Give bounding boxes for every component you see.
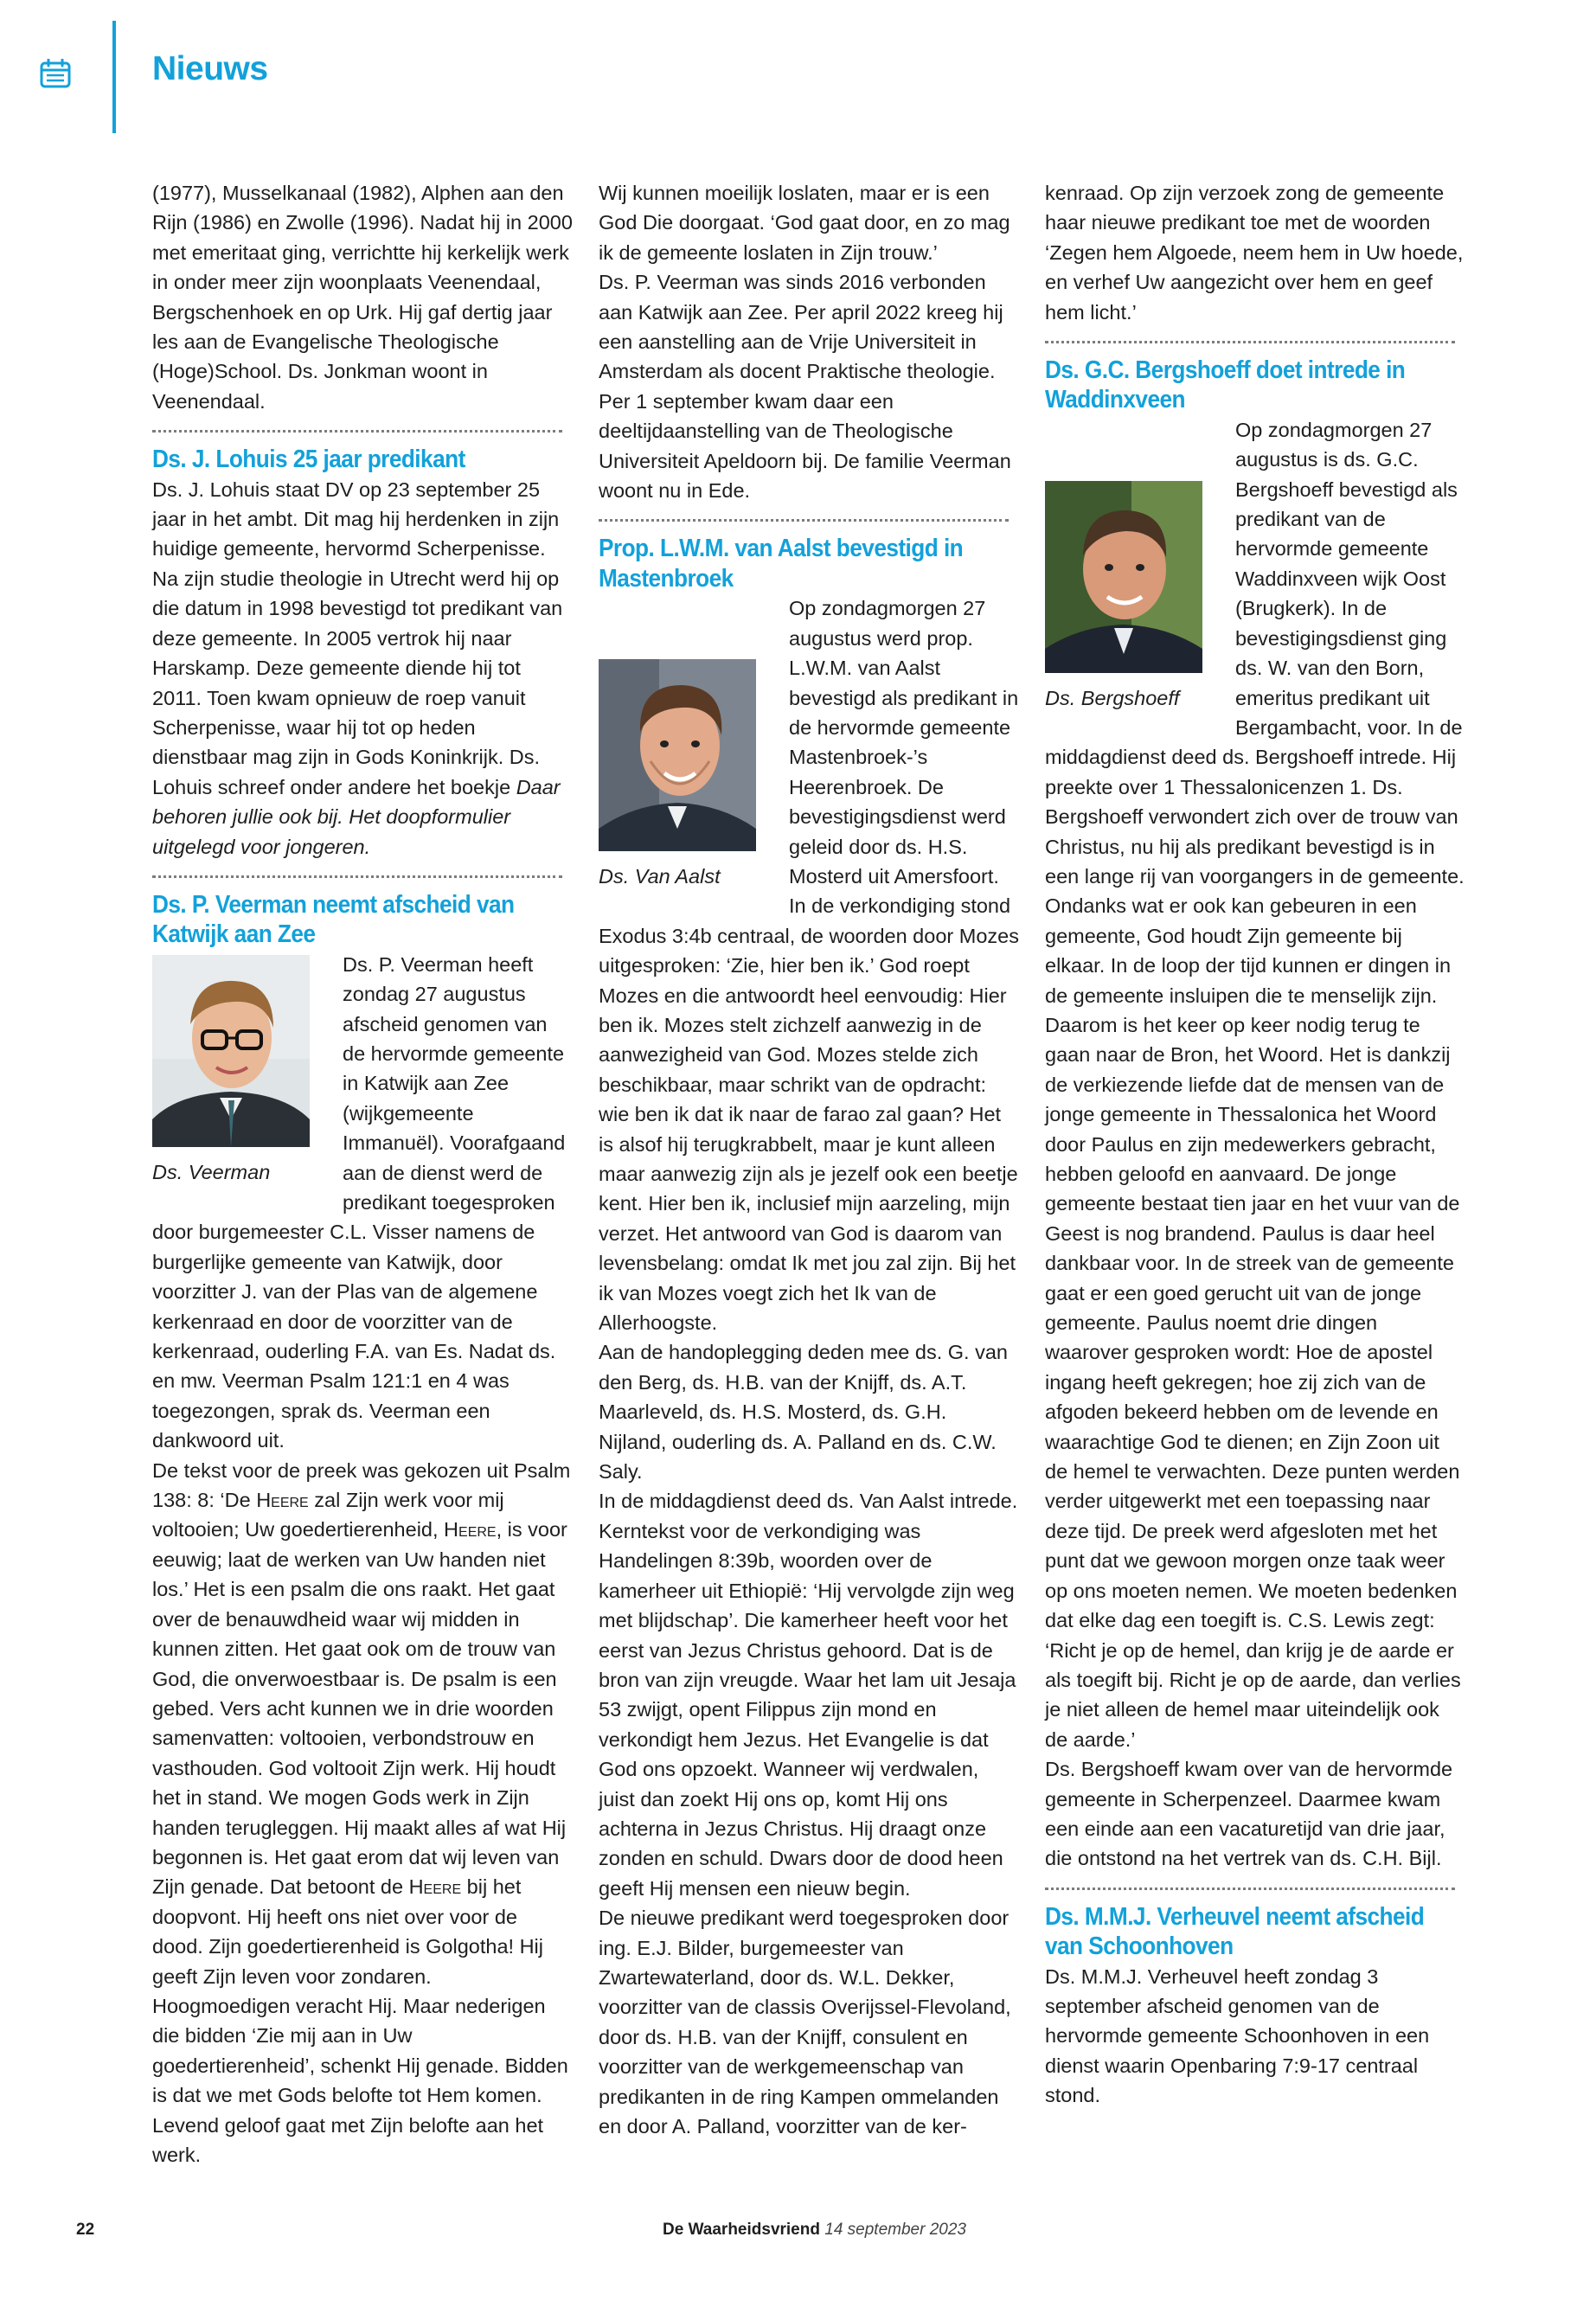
van-aalst-heading: Prop. L.W.M. van Aalst bevestigd in Mastenbroek [599,535,964,593]
article-paragraph: Ds. M.M.J. Verheuvel heeft zondag 3 september afscheid genomen van de hervormde gemeente Schoonhoven in een dienst waarin Openbaring 7:9-17 centraal stond. [1045,1965,1430,2107]
article-paragraph: De tekst voor de preek was gekozen uit Psalm 138: 8: ‘De Heere zal Zijn werk voor mij voltooien; Uw goedertierenheid, Heere, is voor eeuwig; laat de werken van Uw handen niet los.’ Het is een psalm die ons raakt. Het gaat over de benauwdheid waar wij midden in kunnen zitten. Het gaat ook om de trouw van God, die onverwoestbaar is. De psalm is een gebed. Vers acht kunnen we in drie woorden samenvatten: voltooien, verbondstrouw en vasthouden. God voltooit Zijn werk. Hij houdt het in stand. We mogen Gods werk in Zijn handen terugleggen. Hij maakt alles af wat Hij begonnen is. Het gaat erom dat wij leven van Zijn genade. Dat betoont de Heere bij het doopvont. Hij heeft ons niet over voor de dood. Zijn goedertierenheid is Golgotha! Hij geeft Zijn leven voor zondaren. Hoogmoedigen veracht Hij. Maar nederigen die bidden ‘Zie mij aan in Uw goedertierenheid’, schenkt Hij genade. Bidden is dat we met Gods belofte tot Hem komen. Levend geloof gaat met Zijn belofte aan het werk. [152,1458,571,2166]
veerman-photo-figure [152,955,329,1187]
bergshoeff-photo-figure [1045,481,1221,713]
article-separator [599,519,1009,522]
magazine-title: De Waarheidsvriend [663,2221,820,2239]
bergshoeff-portrait [1045,481,1202,673]
article-paragraph: Wij kunnen moeilijk loslaten, maar er is een God Die doorgaat. ‘God gaat door, en zo mag ik de gemeente loslaten in Zijn trouw.’ [599,182,1010,264]
article-paragraph: In de middagdienst deed ds. Van Aalst intrede. Kerntekst voor de verkondiging was Handelingen 8:39b, woorden over de kamerheer uit Ethiopië: ‘Hij vervolgde zijn weg met blijdschap’. Die kamerheer heeft voor het eerst van Jezus Christus gehoord. Dat is de bron van zijn vreugde. Waar het lam uit Jesaja 53 zwijgt, opent Filippus zijn mond en verkondigt hem Jezus. Het Evangelie is dat God ons opzoekt. Wanneer wij verdwalen, juist dan zoekt Hij ons op, komt Hij ons achterna in Jezus Christus. Hij draagt onze zonden en schuld. Dwars door de dood heen geeft Hij mensen een nieuw begin. [599,1490,1018,1900]
article-separator [152,430,562,433]
bergshoeff-heading: Ds. G.C. Bergshoeff doet intrede in Waddinxveen [1045,356,1406,414]
article-separator [1045,1888,1455,1890]
article-paragraph: Ds. Bergshoeff kwam over van de hervormde gemeente in Scherpenzeel. Daarmee kwam een einde aan een vacaturetijd van drie jaar, die ontstond na het vertrek van ds. C.H. Bijl. [1045,1758,1453,1870]
van-aalst-photo-figure [599,659,775,891]
header-divider [112,21,116,133]
photo-caption: Ds. Veerman [152,1160,271,1183]
veerman-heading: Ds. P. Veerman neemt afscheid van Katwijk aan Zee [152,890,515,949]
article-paragraph: Ds. J. Lohuis staat DV op 23 september 25 jaar in het ambt. Dit mag hij herdenken in zijn huidige gemeente, hervormd Scherpenisse. Na zijn studie theologie in Utrecht werd hij op die datum in 1998 bevestigd tot predikant van deze gemeente. In 2005 vertrok hij naar Harskamp. Deze gemeente diende hij tot 2011. Toen kwam opnieuw de roep vanuit Scherpenisse, waar hij tot op heden dienstbaar mag zijn in Gods Koninkrijk. Ds. Lohuis schreef onder andere het boekje Daar behoren jullie ook bij. Het doopformulier uitgelegd voor jongeren. [152,478,563,858]
article-paragraph: kenraad. Op zijn verzoek zong de gemeente haar nieuwe predikant toe met de woorden ‘Zegen hem Algoede, neem hem in Uw hoede, en verhef Uw aangezicht over hem en geef hem licht.’ [1045,182,1464,324]
article-column-3 [1045,178,1465,2111]
veerman-portrait [152,955,310,1147]
article-paragraph: Ds. P. Veerman heeft zondag 27 augustus afscheid genomen van de hervormde gemeente in Katwijk aan Zee (wijkgemeente Immanuël). Voorafgaand aan de dienst werd de predikant toegesproken door burgemeester C.L. Visser namens de burgerlijke gemeente van Katwijk, door voorzitter J. van der Plas van de algemene kerkenraad en door de voorzitter van de kerkenraad, ouderling F.A. van Es. Nadat ds. en mw. Veerman Psalm 121:1 en 4 was toegezongen, sprak ds. Veerman een dankwoord uit. [152,952,566,1452]
article-paragraph: (1977), Musselkanaal (1982), Alphen aan den Rijn (1986) en Zwolle (1996). Nadat hij in 2000 met emeritaat ging, verrichtte hij kerkelijk werk in onder meer zijn woonplaats Veenendaal, Bergschenhoek en op Urk. Hij gaf dertig jaar les aan de Evangelische Theologische (Hoge)School. Ds. Jonkman woont in Veenendaal. [152,182,573,413]
article-paragraph: De nieuwe predikant werd toegesproken door ing. E.J. Bilder, burgemeester van Zwartewaterland, door ds. W.L. Dekker, voorzitter van de classis Overijssel-Flevoland, door ds. H.B. van der Knijff, consulent en voorzitter van de werkgemeenschap van predikanten in de ring Kampen ommelanden en door A. Palland, voorzitter van de ker- [599,1907,1011,2138]
photo-caption: Ds. Bergshoeff [1045,686,1180,709]
article-paragraph: Op zondagmorgen 27 augustus werd prop. L.W.M. van Aalst bevestigd als predikant in de hervormde gemeente Mastenbroek-’s Heerenbroek. De bevestigingsdienst werd geleid door ds. H.S. Mosterd uit Amersfoort. In de verkondiging stond Exodus 3:4b centraal, de woorden door Mozes uitgesproken: ‘Zie, hier ben ik.’ God roept Mozes en die antwoordt heel eenvoudig: Hier ben ik. Mozes stelt zichzelf aanwezig in de aanwezigheid van God. Mozes stelde zich beschikbaar, maar schrikt van de opdracht: wie ben ik dat ik naar de farao zal gaan? Het is alsof hij terugkrabbelt, maar je kunt alleen maar aanwezig zijn als je jezelf ook een beetje kent. Hier ben ik, inclusief mijn aarzeling, mijn verzet. Het antwoord van God is daarom van levensbelang: omdat Ik met jou zal zijn. Bij het ik van Mozes voegt zich het Ik van de Allerhoogste. [599,597,1019,1335]
calendar-icon [40,59,71,88]
article-separator [152,875,562,878]
article-column-1 [152,178,573,2170]
article-column-2 [599,178,1019,2141]
page-number: 22 [76,2221,95,2239]
verheuvel-heading: Ds. M.M.J. Verheuvel neemt afscheid van Schoonhoven [1045,1902,1425,1961]
section-title: Nieuws [152,50,268,87]
article-paragraph: Op zondagmorgen 27 augustus is ds. G.C. Bergshoeff bevestigd als predikant van de hervormde gemeente Waddinxveen wijk Oost (Brugkerk). In de bevestigingsdienst ging ds. W. van den Born, emeritus predikant uit Bergambacht, voor. In de middagdienst deed ds. Bergshoeff intrede. Hij preekte over 1 Thessalonicenzen 1. Ds. Bergshoeff verwondert zich over de trouw van Christus, nu hij als predikant bevestigd is in een lange rij van voorgangers in de gemeente. Ondanks wat er ook kan gebeuren in een gemeente, God houdt Zijn gemeente bij elkaar. In de loop der tijd kunnen er dingen in de gemeente insluipen die te menselijk zijn. Daarom is het keer op keer nodig terug te gaan naar de Bron, het Woord. Het is dankzij de verkiezende liefde dat de mensen van de jonge gemeente in Thessalonica het Woord door Paulus en zijn medewerkers gebracht, hebben geloofd en aanvaard. De jonge gemeente bestaat tien jaar en het vuur van de Geest is nog brandend. Paulus is daar heel dankbaar voor. In de streek van de gemeente gaat er een goed gerucht uit van de jonge gemeente. Paulus noemt drie dingen waarover gesproken wordt: Hoe de apostel ingang heeft gekregen; hoe zij zich van de afgoden bekeerd hebben om de levende en waarachtige God te dienen; en Zijn Zoon uit de hemel te verwachten. Deze punten werden verder uitgewerkt met een toepassing naar deze tijd. De preek werd afgesloten met het punt dat we gewoon morgen onze taak weer op ons moeten nemen. We moeten bedenken dat elke dag een toegift is. C.S. Lewis zegt: ‘Richt je op de hemel, dan krijg je de aarde er als toegift bij. Richt je op de aarde, dan verlies je niet alleen de hemel maar uiteindelijk ook de aarde.’ [1045,418,1465,1751]
magazine-footer [663,2220,966,2240]
article-paragraph: Ds. P. Veerman was sinds 2016 verbonden aan Katwijk aan Zee. Per april 2022 kreeg hij een aanstelling aan de Vrije Universiteit in Amsterdam als docent Praktische theologie. Per 1 september kwam daar een deeltijdaanstelling van de Theologische Universiteit Apeldoorn bij. De familie Veerman woont nu in Ede. [599,271,1011,503]
issue-date: 14 september 2023 [824,2221,966,2239]
article-separator [1045,341,1455,343]
lohuis-heading: Ds. J. Lohuis 25 jaar predikant [152,445,465,474]
book-title: Daar behoren jullie ook bij. Het doopformulier uitgelegd voor jongeren. [152,775,561,858]
van-aalst-portrait [599,659,756,851]
article-paragraph: Aan de handoplegging deden mee ds. G. van den Berg, ds. H.B. van der Knijff, ds. A.T. Maarleveld, ds. H.S. Mosterd, ds. G.H. Nijland, ouderling ds. A. Palland en ds. C.W. Saly. [599,1341,1008,1484]
photo-caption: Ds. Van Aalst [599,865,721,888]
